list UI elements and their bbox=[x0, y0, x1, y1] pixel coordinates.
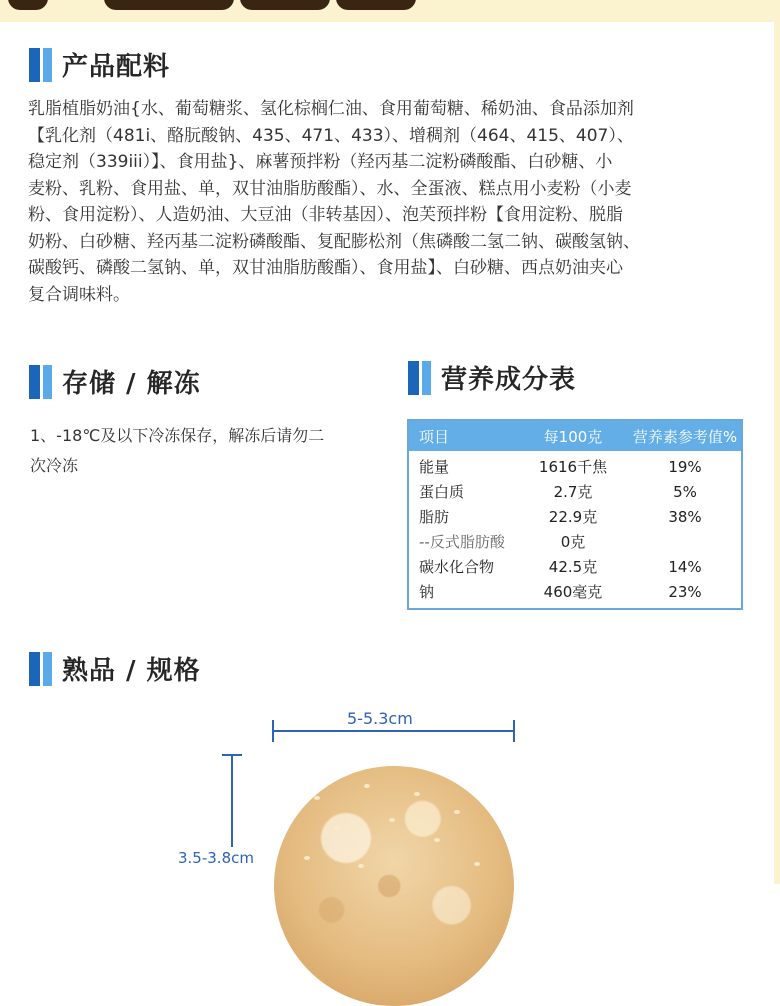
cream-puff-image bbox=[274, 766, 514, 1006]
table-row bbox=[409, 579, 741, 604]
ingredients-line: 碳酸钙、磷酸二氢钠、单，双甘油脂肪酸酯）、食用盐】、白砂糖、西点奶油夹心 bbox=[28, 258, 623, 278]
nutrient-name: 能量 bbox=[419, 458, 450, 476]
height-dimension-label: 3.5-3.8cm bbox=[178, 849, 254, 867]
ingredients-line: 稳定剂（339iii）】、食用盐}、麻薯预拌粉（羟丙基二淀粉磷酸酯、白砂糖、小 bbox=[28, 152, 613, 172]
nutrient-nrv: 23% bbox=[668, 582, 702, 601]
storage-title: 存储 / 解冻 bbox=[62, 369, 201, 399]
ingredients-text bbox=[28, 96, 756, 308]
puff-texture bbox=[358, 864, 364, 868]
width-dimension-label: 5-5.3cm bbox=[343, 709, 417, 728]
puff-texture bbox=[304, 856, 310, 860]
storage-line: 1、-18℃及以下冷冻保存，解冻后请勿二 bbox=[30, 426, 325, 445]
table-row bbox=[409, 454, 741, 479]
nutrient-name: 蛋白质 bbox=[419, 483, 465, 501]
nutrient-nrv: 38% bbox=[668, 507, 702, 526]
table-row bbox=[409, 479, 741, 504]
nutrient-amount: 22.9克 bbox=[548, 508, 598, 526]
nutrient-amount: 2.7克 bbox=[553, 483, 593, 501]
header-item: 项目 bbox=[419, 427, 450, 446]
puff-texture bbox=[314, 796, 320, 800]
section-bar-icon bbox=[29, 652, 52, 686]
nutrient-nrv: 14% bbox=[668, 557, 702, 576]
header-per-100g: 每100克 bbox=[543, 427, 603, 446]
storage-line: 次冷冻 bbox=[30, 456, 79, 475]
puff-texture bbox=[334, 826, 340, 830]
ingredients-line: 【乳化剂（481i、酪朊酸钠、435、471、433）、增稠剂（464、415、407）、 bbox=[28, 125, 634, 146]
banner-decoration bbox=[240, 0, 330, 10]
ingredients-line: 麦粉、乳粉、食用盐、单，双甘油脂肪酸酯）、水、全蛋液、糕点用小麦粉（小麦 bbox=[28, 178, 632, 199]
ingredients-line: 乳脂植脂奶油{水、葡萄糖浆、氢化棕榈仁油、食用葡萄糖、稀奶油、食品添加剂 bbox=[28, 99, 634, 119]
spec-title: 熟品 / 规格 bbox=[62, 656, 201, 686]
puff-texture bbox=[474, 862, 480, 866]
spec-section-header bbox=[29, 650, 201, 687]
section-bar-icon bbox=[408, 361, 431, 395]
storage-section-header bbox=[29, 363, 201, 400]
nutrient-amount: 42.5克 bbox=[548, 558, 598, 576]
puff-texture bbox=[389, 818, 395, 822]
header-nrv: 营养素参考值% bbox=[632, 427, 738, 446]
top-banner-strip bbox=[0, 0, 780, 22]
ingredients-line: 奶粉、白砂糖、羟丙基二淀粉磷酸酯、复配膨松剂（焦磷酸二氢二钠、碳酸氢钠、 bbox=[28, 231, 640, 252]
nutrient-amount: 0克 bbox=[560, 533, 586, 551]
banner-decoration bbox=[104, 0, 234, 10]
table-row bbox=[409, 529, 741, 554]
ingredients-title: 产品配料 bbox=[62, 52, 171, 82]
table-row bbox=[409, 554, 741, 579]
puff-texture bbox=[454, 810, 460, 814]
table-row bbox=[409, 504, 741, 529]
puff-texture bbox=[414, 792, 420, 796]
banner-decoration bbox=[336, 0, 416, 10]
nutrient-nrv: 19% bbox=[668, 457, 702, 476]
puff-texture bbox=[434, 838, 440, 842]
section-bar-icon bbox=[29, 48, 52, 82]
nutrition-table-header bbox=[409, 421, 741, 451]
puff-texture bbox=[364, 784, 370, 788]
ingredients-line: 粉、食用淀粉）、人造奶油、大豆油（非转基因）、泡芙预拌粉【食用淀粉、脱脂 bbox=[28, 205, 623, 225]
ingredients-line: 复合调味料。 bbox=[28, 284, 130, 305]
width-dimension-line bbox=[273, 730, 514, 732]
nutrient-amount: 1616千焦 bbox=[538, 458, 608, 476]
nutrient-name: 碳水化合物 bbox=[419, 558, 495, 576]
nutrient-name: 钠 bbox=[419, 583, 435, 601]
banner-decoration bbox=[8, 0, 48, 10]
nutrient-amount: 460毫克 bbox=[543, 583, 603, 601]
height-dimension-line bbox=[231, 755, 233, 847]
storage-instructions bbox=[30, 421, 376, 481]
section-bar-icon bbox=[29, 365, 52, 399]
nutrition-title: 营养成分表 bbox=[441, 365, 577, 395]
nutrient-name: --反式脂肪酸 bbox=[419, 533, 505, 551]
nutrient-name: 脂肪 bbox=[419, 508, 450, 526]
ingredients-section-header bbox=[29, 46, 170, 83]
nutrition-table bbox=[407, 419, 743, 610]
nutrient-nrv: 5% bbox=[673, 482, 697, 501]
page-edge-decoration bbox=[774, 0, 780, 884]
nutrition-section-header bbox=[408, 359, 576, 396]
